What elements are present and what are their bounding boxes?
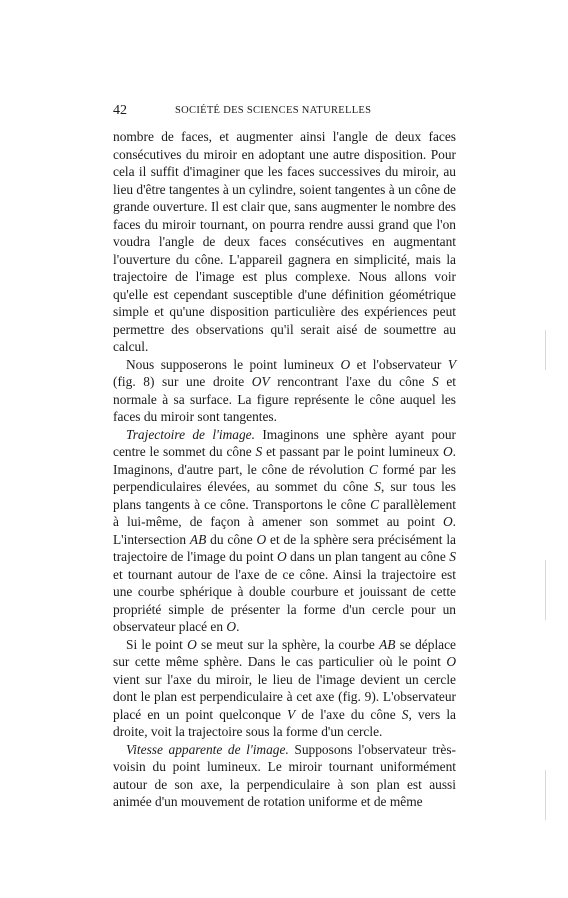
text-segment: . Imaginons, d'autre part, le cône de révolution: [113, 444, 456, 477]
text-segment: .: [236, 619, 240, 634]
paragraph: [113, 741, 456, 811]
italic-text-segment: O: [277, 549, 287, 564]
margin-scan-mark: [545, 330, 546, 370]
text-segment: du cône: [206, 531, 257, 547]
body-text: [113, 128, 456, 811]
italic-text-segment: O: [442, 444, 453, 459]
text-segment: Supposons l'observateur très-voisin du point lumineux. Le miroir tournant uniformément autour de son axe, la perpendiculaire à son plan est aussi animée d'un mouvement de rotation uniforme et de même: [113, 741, 456, 809]
text-segment: , vers la droite, voit la trajectoire sous la forme d'un cercle.: [113, 706, 456, 739]
text-segment: se déplace sur cette même sphère. Dans le cas particulier où le point: [113, 636, 456, 669]
paragraph: [113, 426, 456, 636]
text-segment: dans un plan tangent au cône: [286, 549, 450, 564]
margin-scan-mark: [545, 770, 546, 820]
italic-text-segment: V: [447, 356, 456, 372]
text-segment: (fig. 8) sur une droite: [113, 374, 252, 389]
italic-text-segment: O: [187, 636, 197, 652]
italic-text-segment: C: [370, 496, 380, 512]
text-segment: nombre de faces, et augmenter ainsi l'angle de deux faces consécutives du miroir en adoptant une autre disposition. Pour cela il suffit d'imaginer que les faces successives du miroir, au lieu d'être tangentes à un cylindre, soient tangentes à un cône de grande ouverture. Il est clair que, sans augmenter le nombre des faces du miroir tournant, on pourra rendre aussi grand que l'on voudra l'angle de deux faces consécutives en augmentant l'ouverture du cône. L'appareil gagnera en simplicité, mais la trajectoire de l'image est plus complexe. Nous allons voir qu'elle est cependant susceptible d'une définition géométrique simple et qu'une disposition particulière des expériences peut permettre des observations qu'il serait aisé de soumettre au calcul.: [113, 129, 457, 354]
text-segment: de l'axe du cône: [295, 706, 402, 722]
italic-text-segment: O: [226, 619, 237, 634]
italic-text-segment: Trajectoire de l'image.: [126, 426, 255, 442]
text-segment: vient sur l'axe du miroir, le lieu de l'image devient un cercle dont le plan est perpendiculaire à cet axe (fig. 9). L'observateur placé en un point quelconque: [113, 671, 456, 722]
margin-scan-mark: [545, 560, 546, 620]
italic-text-segment: AB: [379, 636, 396, 652]
italic-text-segment: O: [340, 356, 351, 372]
text-segment: Nous supposerons le point lumineux: [126, 356, 341, 372]
italic-text-segment: S: [401, 706, 409, 722]
italic-text-segment: Vitesse apparente de l'image.: [126, 741, 289, 757]
paragraph: [113, 128, 456, 356]
text-segment: et tournant autour de l'axe de ce cône. Ainsi la trajectoire est une courbe sphérique à double courbure et jouissant de cette propriété simple de présenter la forme d'un cercle pour un observateur placé en: [113, 566, 456, 634]
italic-text-segment: S: [432, 374, 439, 389]
page-header: [113, 103, 456, 123]
paragraph: [113, 636, 456, 741]
italic-text-segment: S: [449, 549, 456, 564]
italic-text-segment: O: [442, 514, 453, 529]
italic-text-segment: C: [368, 461, 378, 477]
text-segment: Si le point: [126, 636, 188, 652]
text-segment: formé par les perpendiculaires élevées, au sommet du cône: [113, 461, 456, 494]
text-segment: et normale à sa surface. La figure représente le cône auquel les faces du miroir sont tangentes.: [113, 374, 457, 424]
italic-text-segment: S: [374, 479, 381, 494]
paragraph: [113, 356, 456, 426]
text-segment: parallèlement à lui-même, de façon à amener son sommet au point: [113, 496, 457, 529]
text-segment: Imaginons une sphère ayant pour centre le sommet du cône: [113, 426, 456, 459]
text-segment: et l'observateur: [350, 356, 448, 372]
text-segment: rencontrant l'axe du cône: [269, 374, 433, 389]
page-number: 42: [113, 103, 127, 118]
italic-text-segment: O: [256, 531, 267, 547]
italic-text-segment: AB: [189, 531, 207, 547]
text-segment: , sur tous les plans tangents à ce cône. Transportons le cône: [113, 479, 456, 512]
running-head: SOCIÉTÉ DES SCIENCES NATURELLES: [175, 105, 372, 116]
text-segment: et passant par le point lumineux: [262, 444, 443, 459]
text-segment: et de la sphère sera précisément la trajectoire de l'image du point: [113, 531, 456, 564]
italic-text-segment: S: [255, 444, 263, 459]
italic-text-segment: OV: [251, 374, 270, 389]
text-segment: . L'intersection: [113, 514, 456, 547]
italic-text-segment: V: [287, 706, 296, 722]
italic-text-segment: O: [446, 654, 456, 669]
text-segment: se meut sur la sphère, la courbe: [196, 636, 380, 652]
